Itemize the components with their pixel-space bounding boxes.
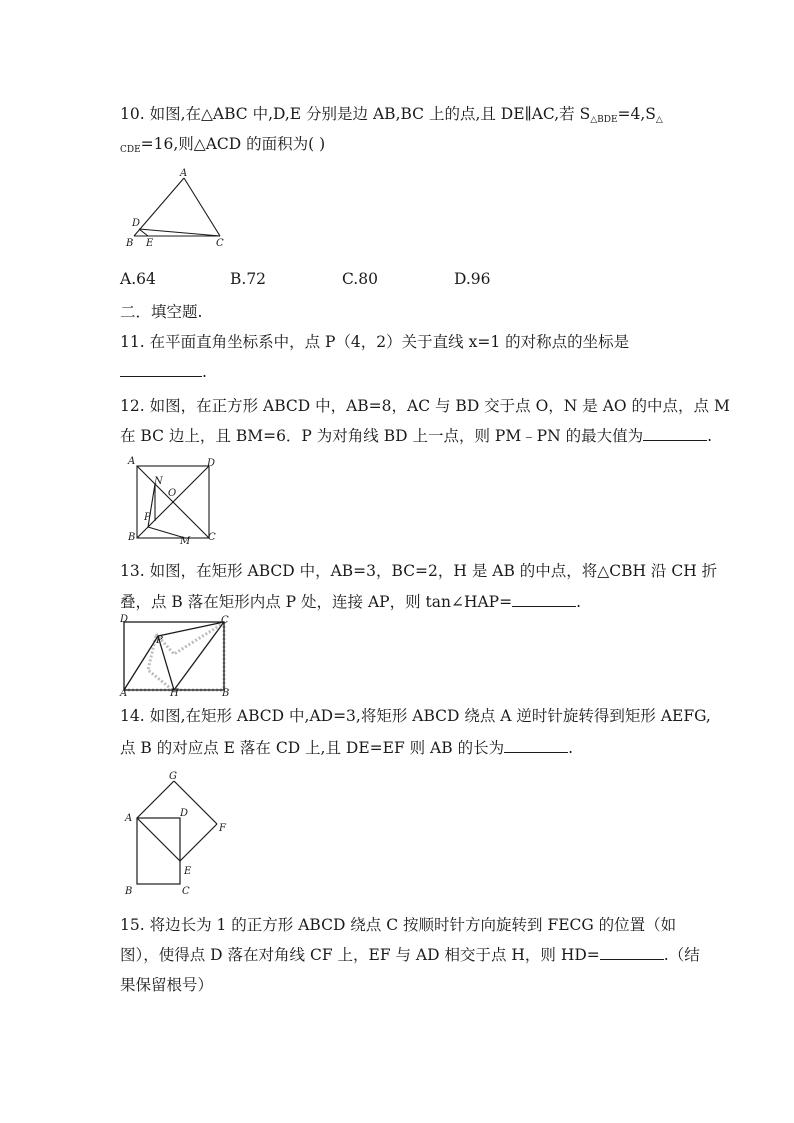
q10-sub-bde: △BDE: [590, 115, 618, 125]
q12-label-a: A: [128, 456, 136, 467]
q10-sub-cde: CDE: [120, 145, 141, 155]
q14-label-d: D: [180, 808, 189, 819]
q10-text-a: 10. 如图,在△ABC 中,D,E 分别是边 AB,BC 上的点,且 DE∥AC,若 S: [120, 105, 591, 123]
q12-label-n: N: [154, 476, 163, 487]
q10-label-e: E: [146, 238, 154, 249]
q14-answer-blank[interactable]: [504, 738, 568, 753]
q11-line2: [120, 362, 207, 382]
q12-line1: 12. 如图，在正方形 ABCD 中，AB=8，AC 与 BD 交于点 O，N 是 AO 的中点，点 M: [120, 397, 730, 415]
q12-label-m: M: [180, 536, 191, 547]
q10-figure: [124, 166, 234, 252]
q15-text-end: .（结: [663, 946, 700, 964]
q10-choice-d: D.96: [454, 270, 491, 288]
q10-label-d: D: [132, 218, 141, 229]
q10-line2: [120, 134, 325, 160]
q12-line2: [120, 426, 712, 446]
q12-end: .: [707, 427, 713, 445]
q12-label-d: D: [207, 458, 216, 469]
q11-end: .: [202, 363, 207, 381]
q10-choice-a: A.64: [120, 270, 156, 288]
q12-label-p: P: [144, 512, 151, 523]
q13-label-d: D: [120, 614, 129, 625]
q13-line2: [120, 592, 581, 612]
q14-line1: 14. 如图,在矩形 ABCD 中,AD=3,将矩形 ABCD 绕点 A 逆时针旋转得到矩形 AEFG,: [120, 707, 711, 725]
q10-text-b: =4,S: [617, 105, 656, 123]
q13-label-p: P: [156, 635, 163, 646]
q12-figure: [124, 454, 224, 548]
section-heading: 二．填空题.: [120, 303, 203, 321]
q13-label-b: B: [222, 688, 230, 698]
q13-label-h: H: [170, 688, 179, 698]
q10-label-b: B: [126, 238, 134, 249]
q14-figure: [120, 768, 238, 898]
q13-end: .: [576, 593, 582, 611]
q15-line3: 果保留根号）: [120, 976, 214, 994]
q14-end: .: [568, 739, 574, 757]
q14-label-a: A: [125, 813, 133, 824]
q11-line1: 11. 在平面直角坐标系中，点 P（4，2）关于直线 x=1 的对称点的坐标是: [120, 333, 630, 351]
q13-text: 叠，点 B 落在矩形内点 P 处，连接 AP，则 tan∠HAP=: [120, 593, 513, 611]
q10-line1: [120, 104, 663, 130]
q12-label-b: B: [128, 532, 136, 543]
q10-choice-b: B.72: [230, 270, 267, 288]
q13-figure: [118, 614, 238, 698]
q10-label-c: C: [216, 238, 224, 249]
q10-sub-triangle: △: [655, 115, 663, 125]
q12-label-o: O: [168, 488, 177, 499]
q14-label-c: C: [182, 886, 190, 897]
q14-line2: [120, 738, 573, 758]
q10-label-a: A: [180, 168, 188, 179]
q15-text: 图），使得点 D 落在对角线 CF 上，EF 与 AD 相交于点 H，则 HD=: [120, 946, 600, 964]
q12-text: 在 BC 边上，且 BM=6．P 为对角线 BD 上一点，则 PM﹣PN 的最大值为: [120, 427, 644, 445]
q11-answer-blank[interactable]: [120, 362, 202, 377]
q14-label-g: G: [169, 771, 177, 782]
q13-label-a: A: [120, 688, 128, 698]
q10-choice-c: C.80: [342, 270, 378, 288]
q10-text-c: =16,则△ACD 的面积为( ): [140, 135, 326, 153]
q15-line1: 15. 将边长为 1 的正方形 ABCD 绕点 C 按顺时针方向旋转到 FECG 的位置（如: [120, 916, 677, 934]
q12-answer-blank[interactable]: [643, 426, 707, 441]
q14-label-b: B: [125, 886, 133, 897]
q12-label-c: C: [208, 532, 216, 543]
q13-line1: 13. 如图，在矩形 ABCD 中，AB=3，BC=2，H 是 AB 的中点，将△CBH 沿 CH 折: [120, 562, 718, 580]
q14-text: 点 B 的对应点 E 落在 CD 上,且 DE=EF 则 AB 的长为: [120, 739, 505, 757]
q14-label-f: F: [219, 823, 226, 834]
q14-label-e: E: [184, 866, 192, 877]
q13-label-c: C: [221, 615, 229, 626]
q15-line2: [120, 945, 700, 965]
q15-answer-blank[interactable]: [600, 945, 664, 960]
q13-answer-blank[interactable]: [512, 592, 576, 607]
